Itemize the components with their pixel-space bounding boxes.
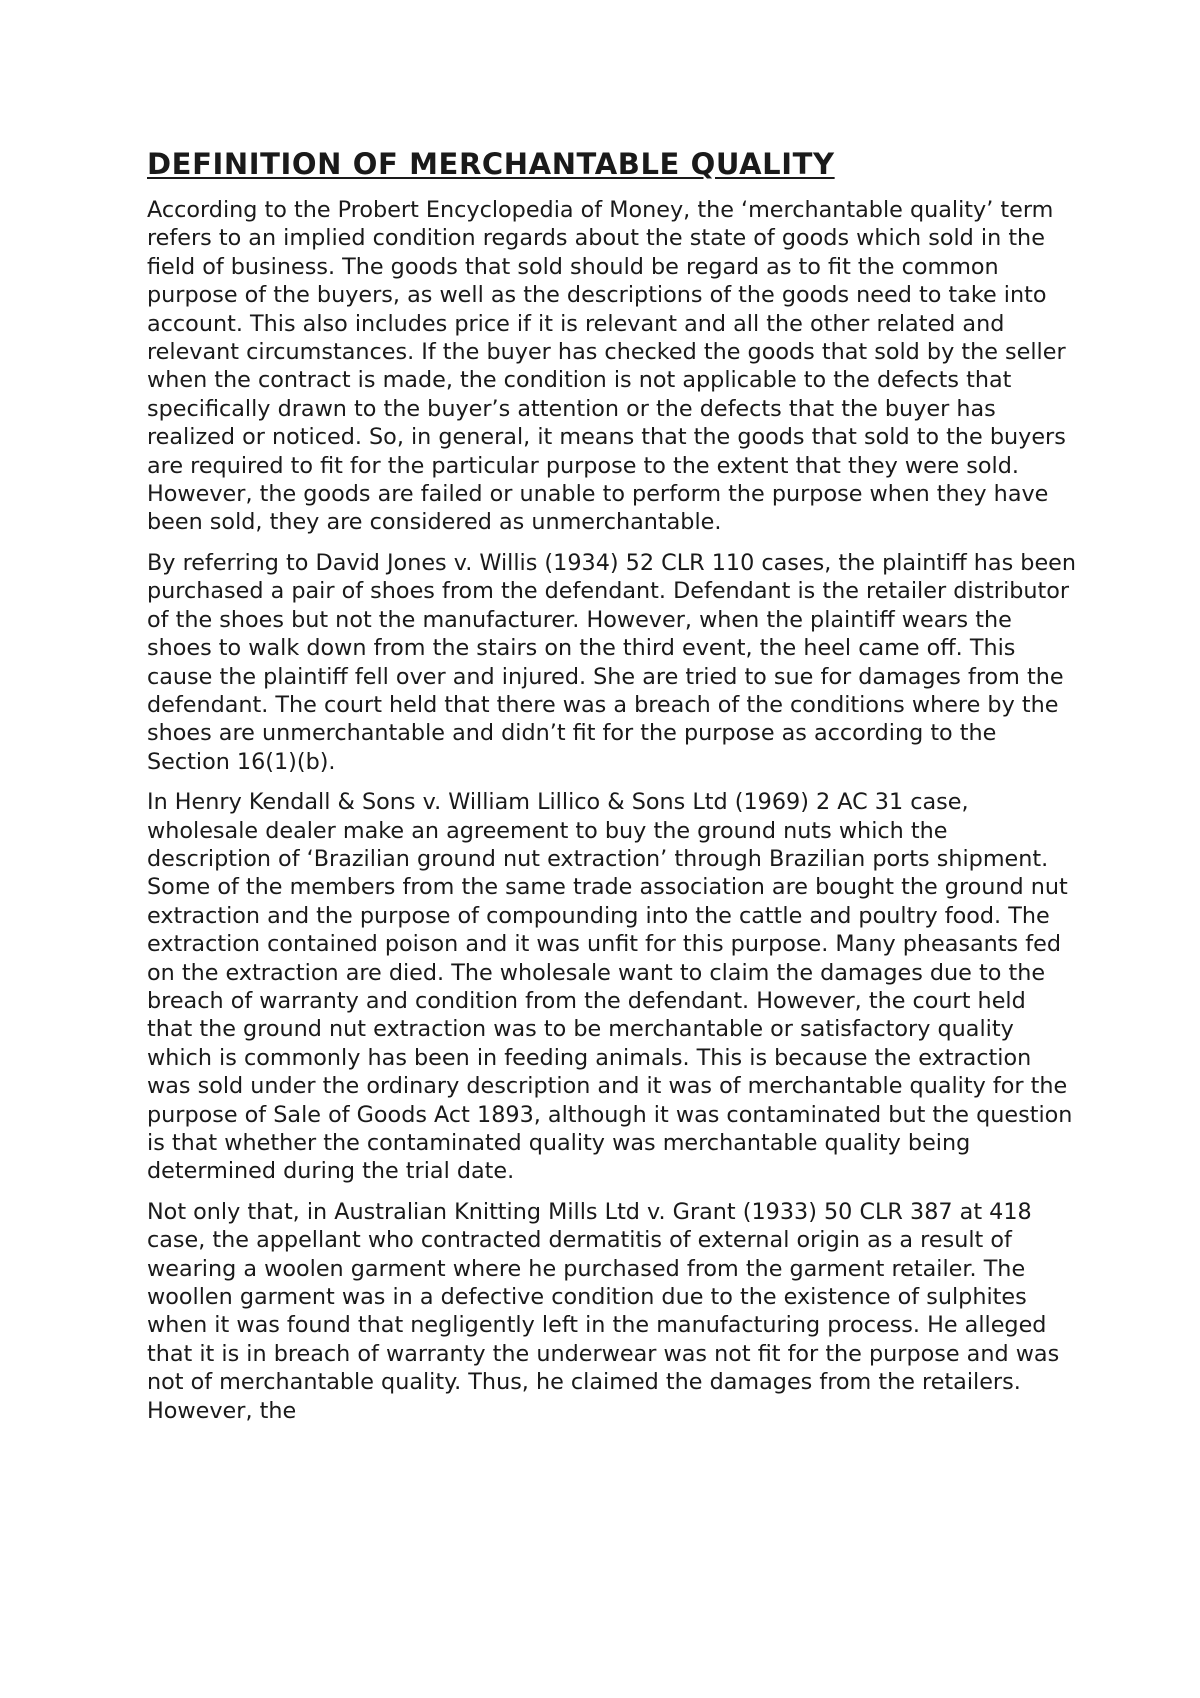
paragraph-henry-kendall-case: In Henry Kendall & Sons v. William Lillico & Sons Ltd (1969) 2 AC 31 case, wholesale dealer make an agreement to buy the ground nuts which the description of ‘Brazilian ground nut extraction’ through Brazilian ports shipment. Some of the members from the same trade association are bought the ground nut extraction and the purpose of compounding into the cattle and poultry food. The extraction contained poison and it was unfit for this purpose. Many pheasants fed on the extraction are died. The wholesale want to claim the damages due to the breach of warranty and condition from the defendant. However, the court held that the ground nut extraction was to be merchantable or satisfactory quality which is commonly has been in feeding animals. This is because the extraction was sold under the ordinary description and it was of merchantable quality for the purpose of Sale of Goods Act 1893, although it was contaminated but the question is that whether the contaminated quality was merchantable quality being determined during the trial date. bbox=[147, 789, 1073, 1185]
paragraph-david-jones-case: By referring to David Jones v. Willis (1934) 52 CLR 110 cases, the plaintiff has been purchased a pair of shoes from the defendant. Defendant is the retailer distributor of the shoes but not the manufacturer. However, when the plaintiff wears the shoes to walk down from the stairs on the third event, the heel came off. This cause the plaintiff fell over and injured. She are tried to sue for damages from the defendant. The court held that there was a breach of the conditions where by the shoes are unmerchantable and didn’t fit for the purpose as according to the Section 16(1)(b). bbox=[147, 549, 1077, 775]
paragraph-australian-knitting-case: Not only that, in Australian Knitting Mills Ltd v. Grant (1933) 50 CLR 387 at 418 case, the appellant who contracted dermatitis of external origin as a result of wearing a woolen garment where he purchased from the garment retailer. The woollen garment was in a defective condition due to the existence of sulphites when it was found that negligently left in the manufacturing process. He alleged that it is in breach of warranty the underwear was not fit for the purpose and was not of merchantable quality. Thus, he claimed the damages from the retailers. However, the bbox=[147, 1198, 1060, 1424]
document-title: DEFINITION OF MERCHANTABLE QUALITY bbox=[147, 147, 835, 181]
document-body bbox=[147, 146, 1077, 1437]
paragraph-merchantable-definition: According to the Probert Encyclopedia of Money, the ‘merchantable quality’ term refers to an implied condition regards about the state of goods which sold in the field of business. The goods that sold should be regard as to fit the common purpose of the buyers, as well as the descriptions of the goods need to take into account. This also includes price if it is relevant and all the other related and relevant circumstances. If the buyer has checked the goods that sold by the seller when the contract is made, the condition is not applicable to the defects that specifically drawn to the buyer’s attention or the defects that the buyer has realized or noticed. So, in general, it means that the goods that sold to the buyers are required to fit for the particular purpose to the extent that they were sold. However, the goods are failed or unable to perform the purpose when they have been sold, they are considered as unmerchantable. bbox=[147, 197, 1066, 536]
